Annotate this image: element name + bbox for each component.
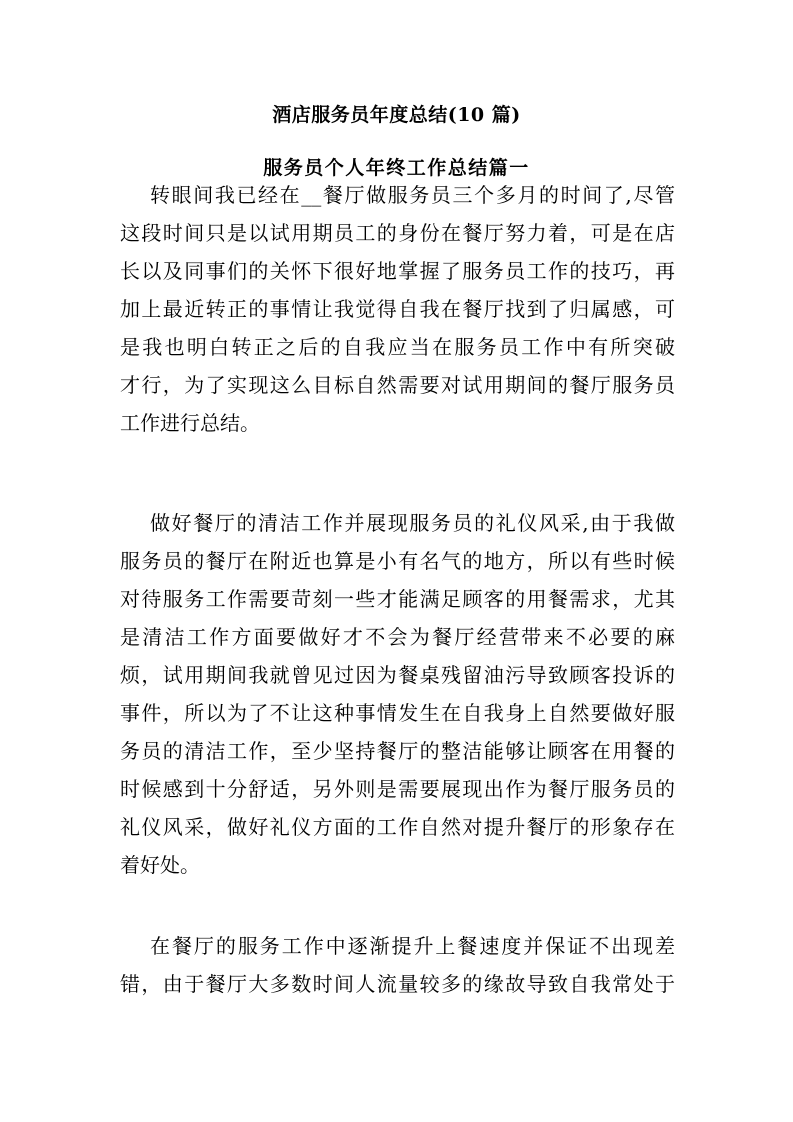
section-heading: 服务员个人年终工作总结篇一	[263, 157, 530, 179]
paragraph-1	[120, 176, 675, 442]
paragraph-line: 加上最近转正的事情让我觉得自我在餐厅找到了归属感，可	[120, 297, 675, 321]
paragraph-line: 事件，所以为了不让这种事情发生在自我身上自然要做好服	[120, 701, 675, 725]
document-title: 酒店服务员年度总结(10 篇)	[272, 104, 521, 126]
paragraph-3	[120, 927, 675, 1003]
paragraph-line: 在餐厅的服务工作中逐渐提升上餐速度并保证不出现差	[150, 934, 675, 958]
paragraph-line: 错，由于餐厅大多数时间人流量较多的缘故导致自我常处于	[120, 972, 675, 996]
paragraph-line: 服务员的餐厅在附近也算是小有名气的地方，所以有些时候	[120, 549, 675, 573]
paragraph-line: 是清洁工作方面要做好才不会为餐厅经营带来不必要的麻	[120, 625, 675, 649]
paragraph-line: 务员的清洁工作，至少坚持餐厅的整洁能够让顾客在用餐的	[120, 739, 675, 763]
paragraph-line: 这段时间只是以试用期员工的身份在餐厅努力着，可是在店	[120, 221, 675, 245]
paragraph-line: 转眼间我已经在__餐厅做服务员三个多月的时间了,尽管	[150, 183, 675, 207]
paragraph-line: 才行，为了实现这么目标自然需要对试用期间的餐厅服务员	[120, 373, 675, 397]
paragraph-line: 对待服务工作需要苛刻一些才能满足顾客的用餐需求，尤其	[120, 587, 675, 611]
paragraph-line: 着好处。	[120, 853, 200, 877]
paragraph-line: 是我也明白转正之后的自我应当在服务员工作中有所突破	[120, 335, 675, 359]
paragraph-line: 做好餐厅的清洁工作并展现服务员的礼仪风采,由于我做	[150, 511, 675, 535]
paragraph-line: 礼仪风采，做好礼仪方面的工作自然对提升餐厅的形象存在	[120, 815, 675, 839]
paragraph-line: 时候感到十分舒适，另外则是需要展现出作为餐厅服务员的	[120, 777, 675, 801]
paragraph-line: 工作进行总结。	[120, 411, 260, 435]
paragraph-line: 长以及同事们的关怀下很好地掌握了服务员工作的技巧，再	[120, 259, 675, 283]
paragraph-2	[120, 504, 675, 884]
paragraph-line: 烦，试用期间我就曾见过因为餐桌残留油污导致顾客投诉的	[120, 663, 675, 687]
